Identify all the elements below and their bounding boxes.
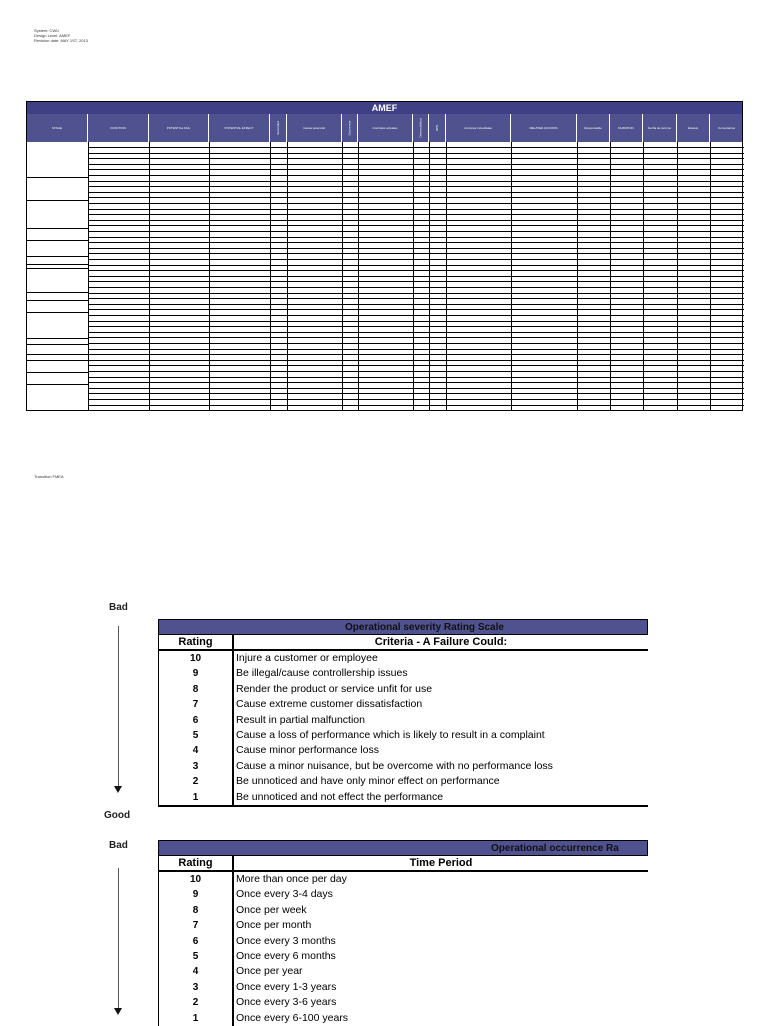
amef-grid-row-line (88, 360, 744, 361)
amef-stage-row-line (27, 256, 88, 257)
occurrence-row (158, 934, 648, 949)
document-meta (34, 28, 88, 43)
severity-good-label: Good (104, 810, 131, 821)
severity-row (158, 666, 648, 681)
severity-description: Cause a minor nuisance, but be overcome with no performance loss (236, 759, 553, 772)
amef-grid-row-line (88, 248, 744, 249)
amef-stage-row-line (27, 228, 88, 229)
amef-title: AMEF (27, 102, 742, 114)
amef-stage-row-line (27, 354, 88, 355)
amef-table (26, 101, 743, 411)
amef-stage-row-line (27, 200, 88, 201)
amef-header-cell (577, 114, 610, 142)
amef-header-cell (358, 114, 413, 142)
occurrence-rows (158, 872, 648, 1026)
severity-row (158, 713, 648, 728)
amef-grid-row-line (88, 304, 744, 305)
amef-header-label: RPN (435, 124, 439, 132)
footer-note: Transition FMEA (34, 474, 64, 479)
amef-stage-row-line (27, 292, 88, 293)
amef-grid-row-line (88, 393, 744, 394)
amef-grid-row-line (88, 349, 744, 350)
occurrence-description: More than once per day (236, 873, 347, 885)
amef-header-cell (446, 114, 511, 142)
occurrence-arrow-down-icon (114, 1008, 122, 1015)
amef-header-cell (149, 114, 209, 142)
severity-row (158, 682, 648, 697)
amef-grid-row-line (88, 281, 744, 282)
amef-stage-row-line (27, 268, 88, 269)
amef-grid-row-line (88, 231, 744, 232)
amef-grid-row-line (88, 259, 744, 260)
severity-row (158, 774, 648, 789)
amef-header-cell (209, 114, 270, 142)
amef-grid-row-line (88, 192, 744, 193)
amef-grid-row-line (88, 169, 744, 170)
amef-header-label: Acciones inmediatas (464, 126, 492, 130)
amef-header-cell (27, 114, 88, 142)
amef-grid-row-line (88, 242, 744, 243)
amef-grid-row-line (88, 253, 744, 254)
severity-rating-value: 4 (159, 743, 234, 758)
amef-header-label: DURATION (618, 126, 634, 130)
amef-stage-row-line (27, 240, 88, 241)
amef-body (27, 142, 742, 410)
occurrence-scale-header (158, 856, 648, 872)
severity-row (158, 759, 648, 774)
amef-grid-row-line (88, 181, 744, 182)
occurrence-row (158, 980, 648, 995)
meta-design-level: Design Level: AMEF (34, 33, 71, 38)
amef-grid-row-line (88, 158, 744, 159)
severity-row (158, 790, 648, 805)
occurrence-description: Once every 6-100 years (236, 1011, 349, 1024)
amef-grid-row-line (88, 365, 744, 366)
amef-header-row (27, 114, 742, 142)
amef-grid-row-line (88, 337, 744, 338)
severity-row (158, 743, 648, 758)
occurrence-rating-value: 4 (159, 964, 234, 979)
amef-grid-row-line (88, 315, 744, 316)
amef-stage-row-line (27, 410, 88, 411)
amef-grid-row-line (88, 343, 744, 344)
occurrence-description: Once per year (236, 965, 303, 978)
occurrence-description: Once every 1-3 years (236, 980, 337, 993)
amef-stage-row-line (27, 177, 88, 178)
occurrence-rating-value: 6 (159, 934, 234, 949)
severity-rating-value: 2 (159, 774, 234, 789)
amef-header-label: Severidad (275, 121, 280, 135)
severity-description: Result in partial malfunction (236, 713, 365, 726)
amef-grid-row-line (88, 388, 744, 389)
occurrence-bad-label: Bad (109, 840, 128, 851)
occurrence-rating-scale (158, 840, 648, 1026)
amef-grid-row-line (88, 276, 744, 277)
occurrence-row (158, 872, 648, 887)
amef-header-cell (270, 114, 287, 142)
severity-rating-value: 10 (159, 651, 234, 666)
occurrence-rating-value: 5 (159, 949, 234, 964)
occurrence-description: Once per week (236, 903, 307, 916)
amef-grid-row-line (88, 309, 744, 310)
amef-header-cell (643, 114, 677, 142)
meta-system: System: CWU (34, 28, 60, 33)
amef-header-cell (287, 114, 342, 142)
amef-header-cell (88, 114, 149, 142)
amef-grid-row-line (88, 371, 744, 372)
amef-grid-row-line (88, 209, 744, 210)
amef-header-label: Causa potencial (303, 126, 325, 130)
amef-header-label: STAGE (52, 126, 62, 130)
severity-description: Cause minor performance loss (236, 744, 379, 757)
amef-header-label: Controles actuales (372, 126, 398, 130)
amef-grid-row-line (88, 270, 744, 271)
amef-grid-row-line (88, 382, 744, 383)
amef-grid-row-line (88, 175, 744, 176)
amef-grid-row-line (88, 287, 744, 288)
amef-grid-row-line (88, 377, 744, 378)
amef-stage-row-line (27, 338, 88, 339)
occurrence-description: Once every 3 months (236, 934, 336, 947)
occurrence-description: Once every 3-6 years (236, 996, 337, 1009)
amef-grid-row-line (88, 214, 744, 215)
amef-header-label: Estatus (687, 126, 698, 130)
amef-grid-row-line (88, 326, 744, 327)
amef-header-cell (342, 114, 358, 142)
severity-bottom-rule (158, 805, 648, 807)
amef-header-label: FUNCTION (110, 126, 126, 130)
amef-header-label: Ocurrencia (347, 120, 352, 136)
amef-stage-row-line (27, 384, 88, 385)
severity-rows (158, 651, 648, 805)
severity-description: Be unnoticed and not effect the performance (236, 790, 444, 803)
severity-description: Render the product or service unfit for use (236, 682, 433, 695)
severity-col-criteria: Criteria - A Failure Could: (374, 636, 508, 648)
occurrence-row (158, 995, 648, 1010)
amef-grid-row-line (88, 203, 744, 204)
amef-grid-row-line (88, 237, 744, 238)
occurrence-rating-value: 3 (159, 980, 234, 995)
amef-header-label: RELATED ACCIONS (529, 126, 558, 130)
amef-header-label: Responsable (584, 126, 602, 130)
occurrence-col-rating: Rating (159, 856, 234, 870)
amef-grid-row-line (88, 332, 744, 333)
amef-stage-row-line (27, 372, 88, 373)
severity-col-rating: Rating (159, 635, 234, 649)
occurrence-row (158, 903, 648, 918)
occurrence-arrow-line (118, 868, 119, 1008)
amef-grid-row-line (88, 220, 744, 221)
severity-description: Injure a customer or employee (236, 652, 378, 664)
amef-grid-row-line (88, 197, 744, 198)
severity-row (158, 697, 648, 712)
occurrence-scale-title: Operational occurrence Ra (158, 840, 648, 856)
amef-stage-row-line (27, 300, 88, 301)
occurrence-row (158, 949, 648, 964)
severity-arrow-down-icon (114, 786, 122, 793)
amef-header-label: POTENTIAL EFFECT (224, 126, 254, 130)
amef-stage-row-line (27, 344, 88, 345)
occurrence-description: Once per month (236, 919, 312, 932)
severity-rating-value: 6 (159, 713, 234, 728)
amef-grid-row-line (88, 293, 744, 294)
amef-stage-row-line (27, 312, 88, 313)
amef-grid-row-line (88, 186, 744, 187)
amef-grid-row-line (88, 405, 744, 406)
occurrence-rating-value: 2 (159, 995, 234, 1010)
severity-bad-label: Bad (109, 602, 128, 613)
occurrence-rating-value: 8 (159, 903, 234, 918)
occurrence-row (158, 964, 648, 979)
severity-row (158, 651, 648, 666)
occurrence-col-period: Time Period (409, 857, 473, 869)
amef-header-cell (511, 114, 577, 142)
amef-header-cell (610, 114, 643, 142)
meta-revision-date: Revision date: MAY 1ST, 2013 (34, 38, 88, 43)
severity-description: Be illegal/cause controllership issues (236, 667, 408, 680)
amef-header-label: Fecha de termino (647, 126, 672, 130)
severity-scale-header (158, 635, 648, 651)
occurrence-description: Once every 3-4 days (236, 888, 333, 901)
amef-stage-row-line (27, 360, 88, 361)
severity-rating-value: 5 (159, 728, 234, 743)
severity-description: Cause extreme customer dissatisfaction (236, 698, 423, 711)
amef-stage-row-line (27, 264, 88, 265)
occurrence-rating-value: 10 (159, 872, 234, 887)
severity-rating-value: 3 (159, 759, 234, 774)
occurrence-row (158, 918, 648, 933)
amef-grid-row-line (88, 164, 744, 165)
occurrence-rating-value: 9 (159, 887, 234, 902)
severity-rating-scale (158, 619, 648, 807)
severity-rating-value: 1 (159, 790, 234, 805)
amef-grid-row-line (88, 298, 744, 299)
amef-grid-row-line (88, 321, 744, 322)
amef-header-cell (677, 114, 710, 142)
amef-grid-row-line (88, 265, 744, 266)
amef-grid-row-line (88, 147, 744, 148)
amef-header-cell (413, 114, 429, 142)
amef-grid-row-line (88, 225, 744, 226)
severity-rating-value: 7 (159, 697, 234, 712)
amef-grid-row-line (88, 354, 744, 355)
amef-grid-row-line (88, 399, 744, 400)
amef-header-label: POTENTIAL FAIL (166, 126, 191, 130)
amef-header-label: Comentarios (717, 126, 735, 130)
severity-description: Cause a loss of performance which is likely to result in a complaint (236, 728, 545, 741)
severity-description: Be unnoticed and have only minor effect on performance (236, 775, 500, 788)
amef-header-label: Detectabilidad (418, 118, 423, 138)
occurrence-rating-value: 7 (159, 918, 234, 933)
amef-header-cell (429, 114, 446, 142)
severity-scale-title: Operational severity Rating Scale (158, 619, 648, 635)
occurrence-row (158, 887, 648, 902)
occurrence-description: Once every 6 months (236, 949, 336, 962)
occurrence-rating-value: 1 (159, 1011, 234, 1026)
amef-grid-row-line (88, 153, 744, 154)
amef-header-cell (710, 114, 744, 142)
severity-row (158, 728, 648, 743)
severity-rating-value: 8 (159, 682, 234, 697)
severity-rating-value: 9 (159, 666, 234, 681)
severity-arrow-line (118, 626, 119, 786)
